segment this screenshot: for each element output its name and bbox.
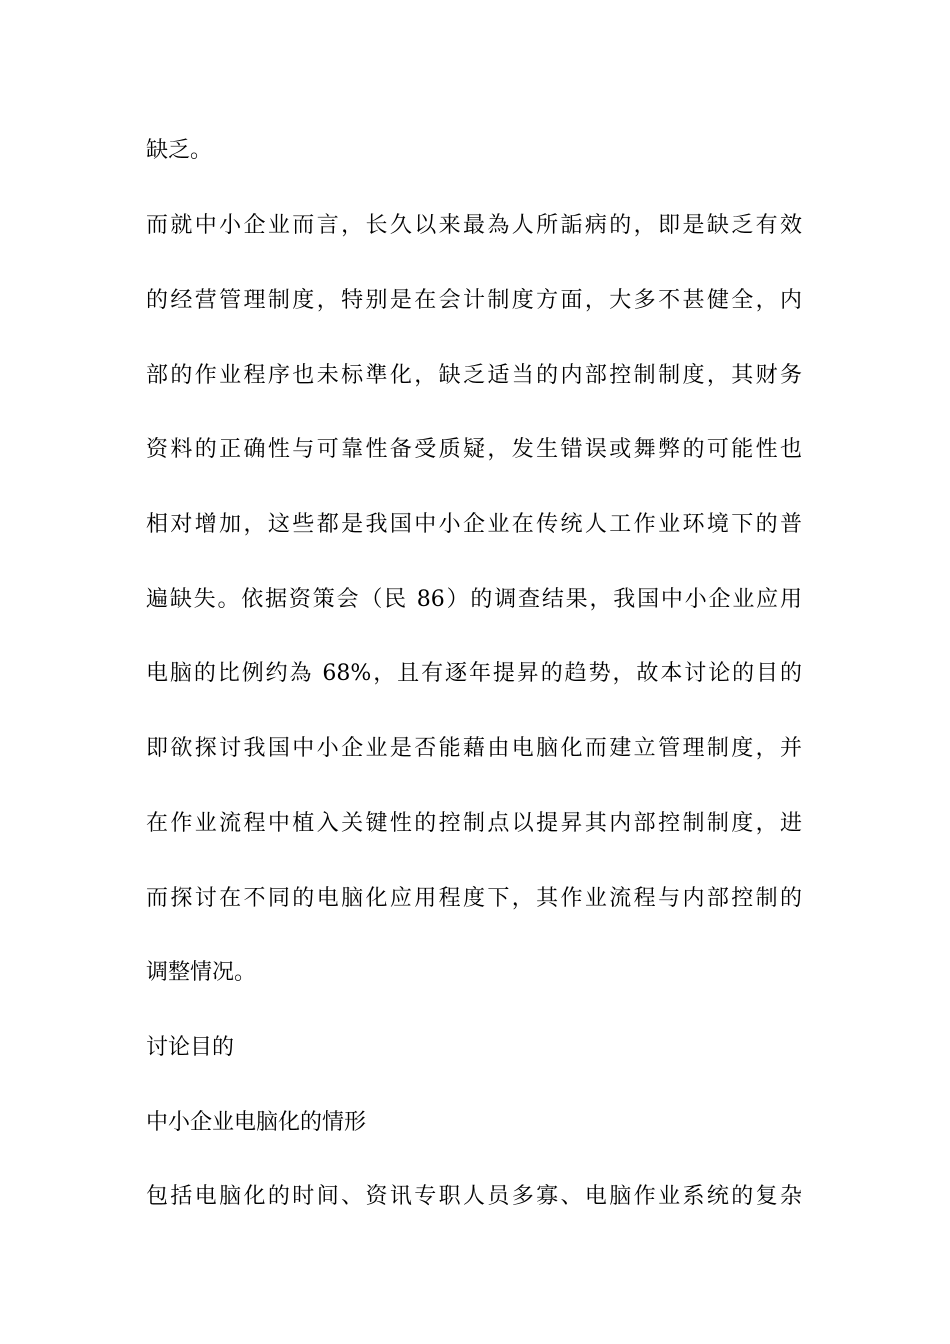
text-line: 相对增加，这些都是我国中小企业在传统人工作业环境下的普 [146, 512, 802, 537]
text-line: 缺乏。 [146, 138, 213, 163]
section-heading: 讨论目的 [146, 1035, 235, 1060]
text-line: 即欲探讨我国中小企业是否能藉由电脑化而建立管理制度，并 [146, 736, 802, 761]
text-line: 调整情况。 [146, 960, 257, 985]
text-line: 电脑的比例约為 68%，且有逐年提昇的趋势，故本讨论的目的 [146, 661, 802, 686]
text-line: 的经营管理制度，特别是在会计制度方面，大多不甚健全，内 [146, 288, 802, 313]
text-line: 部的作业程序也未标準化，缺乏适当的内部控制制度，其财务 [146, 363, 802, 388]
text-line: 而探讨在不同的电脑化应用程度下，其作业流程与内部控制的 [146, 886, 802, 911]
subsection-heading: 中小企业电脑化的情形 [146, 1110, 367, 1135]
text-line: 资料的正确性与可靠性备受质疑，发生错误或舞弊的可能性也 [146, 437, 802, 462]
text-line: 在作业流程中植入关键性的控制点以提昇其内部控制制度，进 [146, 811, 802, 836]
text-line: 包括电脑化的时间、资讯专职人员多寡、电脑作业系统的复杂 [146, 1184, 802, 1209]
text-line: 遍缺失。依据资策会（民 86）的调查结果，我国中小企业应用 [146, 587, 802, 612]
text-line: 而就中小企业而言，长久以来最為人所詬病的，即是缺乏有效 [146, 213, 802, 238]
